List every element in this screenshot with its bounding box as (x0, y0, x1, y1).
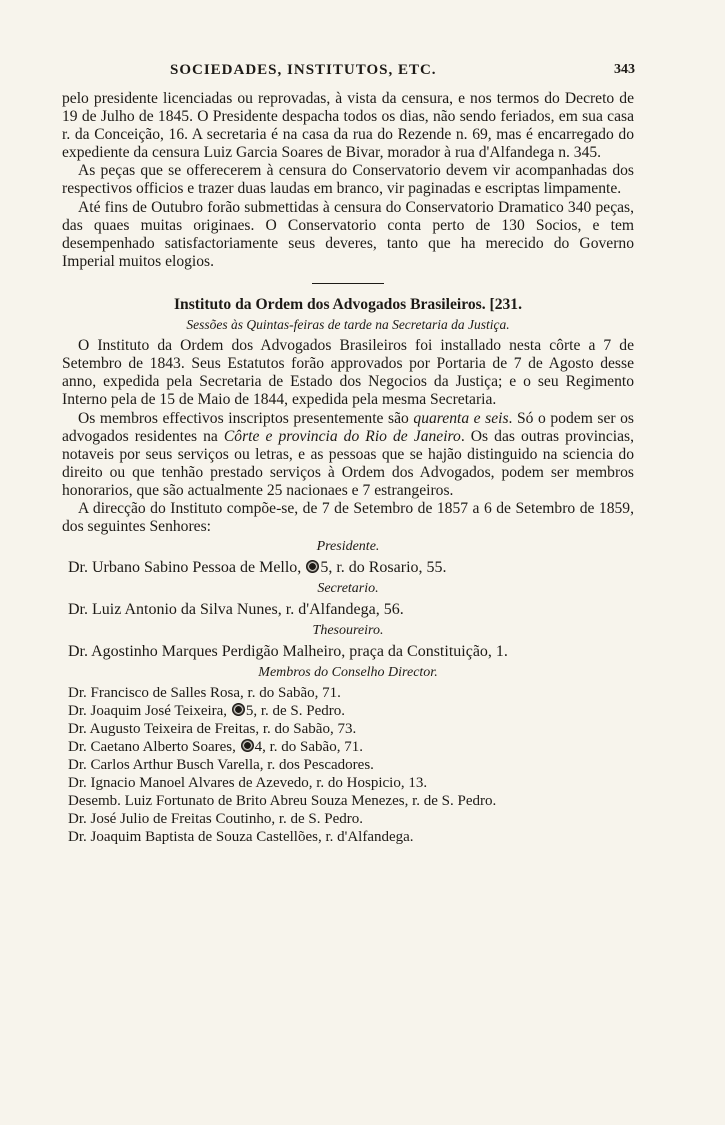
members-text-c: . Os das outras provincias, notaveis por seus serviços ou letras, e as pessoas que se hajão distinguido na sciencia do direito ou que tenhão prestado serviços à Ordem dos Advogados, podem ser membros honorarios, que são actualmente 25 nacionaes e 7 estrangeiros. (62, 427, 634, 499)
president-entry (62, 557, 634, 578)
conservatorio-paragraph-2: As peças que se offerecerem à censura do Conservatorio devem vir acompanhadas dos respectivos officios e trazer duas laudas em branco, vir paginadas e escriptas limpamente. (62, 162, 634, 198)
member-name: Dr. Carlos Arthur Busch Varella, r. dos Pescadores. (68, 756, 374, 773)
member-name: Dr. Joaquim José Teixeira, (68, 702, 228, 719)
president-name: Dr. Urbano Sabino Pessoa de Mello, (68, 559, 302, 577)
section-divider (312, 283, 384, 284)
council-member-entry (62, 828, 634, 846)
council-label: Membros do Conselho Director. (258, 665, 438, 681)
secretary-label: Secretario. (317, 581, 379, 597)
treasurer-label: Thesoureiro. (312, 623, 384, 639)
page-header (60, 62, 635, 84)
section-heading: Instituto da Ordem dos Advogados Brasileiros. [231. (173, 295, 522, 313)
running-title: SOCIEDADES, INSTITUTOS, ETC. (170, 62, 437, 78)
member-address: 5, r. de S. Pedro. (245, 702, 345, 719)
treasurer-entry: Dr. Agostinho Marques Perdigão Malheiro, praça da Constituição, 1. (68, 643, 508, 661)
member-name: Dr. Francisco de Salles Rosa, r. do Sabão, 71. (68, 684, 341, 701)
council-member-entry (62, 792, 634, 810)
council-member-entry (62, 738, 634, 756)
members-text-b: . Só o podem ser os advogados residentes na (62, 409, 634, 445)
council-member-entry (62, 702, 634, 720)
members-text-a: Os membros effectivos inscriptos presentemente são (78, 409, 414, 427)
council-member-entry (62, 810, 634, 828)
president-address: 5, r. do Rosario, 55. (320, 559, 447, 577)
page-number: 343 (614, 62, 635, 77)
page-body (62, 90, 634, 846)
sessions-note: Sessões às Quintas-feiras de tarde na Secretaria da Justiça. (186, 317, 510, 333)
president-label: Presidente. (316, 539, 380, 555)
members-count: quarenta e seis (413, 409, 509, 427)
members-place: Côrte e provincia do Rio de Janeiro (223, 427, 461, 445)
conservatorio-paragraph-1: pelo presidente licenciadas ou reprovadas, à vista da censura, e nos termos do Decreto de 19 de Julho de 1845. O Presidente despacha todos os dias, não sendo feriados, em sua casa r. da Conceição, 16. A secretaria é na casa da rua do Rezende n. 69, mas é encarregado do expediente da censura Luiz Garcia Soares de Bivar, morador à rua d'Alfandega n. 345. (62, 90, 634, 162)
council-members-list (62, 684, 634, 846)
council-member-entry (62, 774, 634, 792)
council-member-entry (62, 684, 634, 702)
member-address: 4, r. do Sabão, 71. (254, 738, 363, 755)
member-name: Dr. Joaquim Baptista de Souza Castellões, r. d'Alfandega. (68, 828, 414, 845)
instituto-paragraph-2 (62, 410, 634, 500)
member-name: Dr. Ignacio Manoel Alvares de Azevedo, r. do Hospicio, 13. (68, 774, 428, 791)
conservatorio-paragraph-3: Até fins de Outubro forão submettidas à censura do Conservatorio Dramatico 340 peças, das quaes muitas originaes. O Conservatorio conta perto de 130 Socios, e tem desempenhado satisfactoriamente seus deveres, tanto que ha merecido do Governo Imperial muitos elogios. (62, 198, 634, 270)
member-name: Desemb. Luiz Fortunato de Brito Abreu Souza Menezes, r. de S. Pedro. (68, 792, 497, 809)
member-name: Dr. José Julio de Freitas Coutinho, r. de S. Pedro. (68, 810, 363, 827)
member-name: Dr. Caetano Alberto Soares, (68, 738, 236, 755)
member-name: Dr. Augusto Teixeira de Freitas, r. do Sabão, 73. (68, 720, 357, 737)
secretary-entry: Dr. Luiz Antonio da Silva Nunes, r. d'Alfandega, 56. (68, 601, 404, 619)
order-insignia-icon (232, 703, 245, 716)
instituto-paragraph-1: O Instituto da Ordem dos Advogados Brasileiros foi installado nesta côrte a 7 de Setembro de 1843. Seus Estatutos forão approvados por Portaria de 7 de Agosto desse anno, expedida pela Secretaria de Estado dos Negocios da Justiça; e o seu Regimento Interno pela de 15 de Maio de 1844, expedida pela mesma Secretaria. (62, 337, 634, 409)
order-insignia-icon (306, 560, 319, 573)
instituto-paragraph-3: A direcção do Instituto compõe-se, de 7 de Setembro de 1857 a 6 de Setembro de 1859, dos seguintes Senhores: (62, 499, 634, 536)
council-member-entry (62, 720, 634, 738)
council-member-entry (62, 756, 634, 774)
order-insignia-icon (241, 739, 254, 752)
